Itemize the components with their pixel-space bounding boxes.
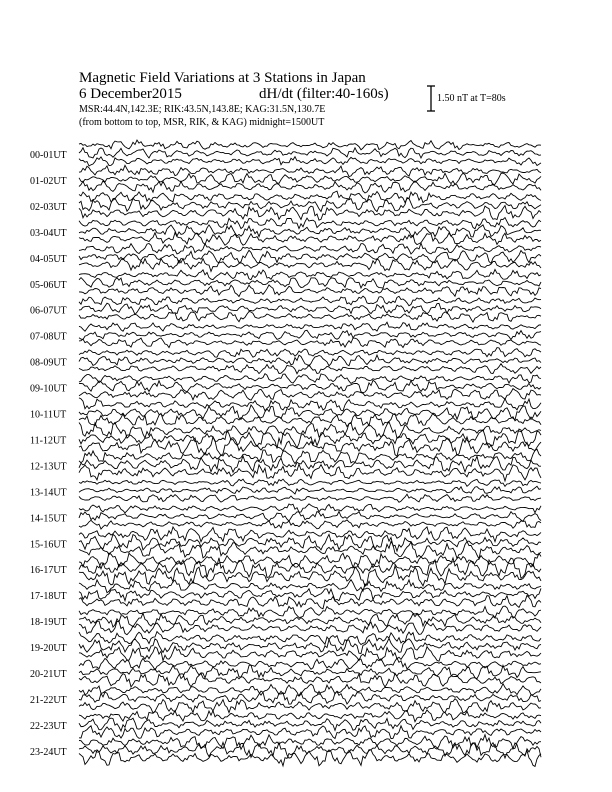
row-label: 08-09UT	[30, 357, 67, 369]
row-label: 11-12UT	[30, 435, 67, 447]
row-label: 02-03UT	[30, 201, 67, 213]
row-label: 09-10UT	[30, 383, 67, 395]
trace-rik	[79, 429, 541, 449]
hour-row	[30, 322, 541, 347]
row-label: 04-05UT	[30, 253, 67, 265]
hour-row	[30, 449, 541, 481]
trace-msr	[79, 646, 541, 661]
trace-kag	[79, 658, 541, 670]
row-label: 18-19UT	[30, 617, 67, 629]
hour-row	[30, 243, 541, 271]
row-label: 20-21UT	[30, 669, 67, 680]
trace-msr	[79, 595, 541, 608]
hour-row	[30, 580, 541, 609]
row-label: 16-17UT	[30, 565, 67, 577]
trace-rik	[79, 278, 541, 289]
trace-msr	[79, 699, 541, 713]
trace-rik	[79, 718, 541, 731]
row-label: 03-04UT	[30, 227, 67, 239]
trace-kag	[79, 735, 541, 750]
hour-row	[30, 527, 541, 559]
trace-msr	[79, 206, 541, 221]
row-label: 17-18UT	[30, 591, 67, 603]
trace-kag	[79, 243, 541, 254]
scale-bar-label: 1.50 nT at T=80s	[437, 93, 506, 104]
hour-row	[30, 504, 541, 529]
row-label: 13-14UT	[30, 487, 67, 499]
hour-row	[30, 658, 541, 687]
trace-kag	[79, 165, 541, 176]
hour-row	[30, 479, 541, 502]
trace-rik	[79, 250, 541, 263]
trace-kag	[79, 398, 541, 411]
trace-rik	[79, 330, 541, 339]
chart-date: 6 December2015	[79, 86, 182, 102]
trace-rik	[79, 380, 541, 392]
row-label: 15-16UT	[30, 539, 67, 551]
trace-msr	[79, 494, 541, 502]
trace-rik	[79, 613, 541, 627]
trace-rik	[79, 225, 541, 237]
hour-row	[30, 165, 541, 193]
chart-title: Magnetic Field Variations at 3 Stations in Japan	[79, 70, 366, 86]
trace-rik	[79, 148, 541, 158]
row-label: 00-01UT	[30, 150, 67, 161]
hour-row	[30, 710, 541, 739]
hour-row	[30, 218, 541, 246]
trace-rik	[79, 534, 541, 551]
station-coordinates: MSR:44.4N,142.3E; RIK:43.5N,143.8E; KAG:31.5N,130.7E	[79, 104, 326, 115]
trace-rik	[79, 638, 541, 653]
trace-msr	[79, 285, 541, 297]
trace-kag	[79, 218, 541, 229]
row-label: 05-06UT	[30, 279, 67, 291]
hour-row	[30, 398, 541, 427]
trace-kag	[79, 504, 541, 513]
trace-kag	[79, 479, 541, 486]
trace-rik	[79, 303, 541, 314]
trace-kag	[79, 632, 541, 645]
hour-row	[30, 374, 541, 401]
trace-kag	[79, 684, 541, 697]
trace-kag	[79, 322, 541, 331]
trace-rik	[79, 486, 541, 494]
row-label: 22-23UT	[30, 720, 67, 732]
trace-msr	[79, 726, 541, 739]
trace-msr	[79, 181, 541, 193]
hour-rows	[30, 140, 541, 766]
trace-kag	[79, 374, 541, 384]
hour-row	[30, 684, 541, 713]
row-label: 01-02UT	[30, 175, 67, 187]
hour-row	[30, 296, 541, 322]
hour-row	[30, 735, 541, 767]
trace-msr	[79, 542, 541, 559]
hour-row	[30, 140, 541, 166]
row-label: 19-20UT	[30, 643, 67, 655]
trace-rik	[79, 691, 541, 704]
scale-bar	[427, 86, 435, 111]
trace-rik	[79, 173, 541, 185]
trace-kag	[79, 140, 541, 150]
trace-rik	[79, 355, 541, 366]
trace-kag	[79, 296, 541, 306]
row-label: 06-07UT	[30, 305, 67, 317]
trace-msr	[79, 338, 541, 348]
hour-row	[30, 348, 541, 374]
trace-rik	[79, 512, 541, 522]
trace-msr	[79, 157, 541, 166]
trace-kag	[79, 606, 541, 618]
trace-msr	[79, 520, 541, 529]
row-label: 23-24UT	[30, 746, 67, 758]
station-order-note: (from bottom to top, MSR, RIK, & KAG) midnight=1500UT	[79, 117, 325, 128]
trace-kag	[79, 348, 541, 358]
chart-quantity: dH/dt (filter:40-160s)	[259, 86, 389, 102]
row-label: 07-08UT	[30, 331, 67, 343]
trace-msr	[79, 312, 541, 323]
row-label: 10-11UT	[30, 409, 67, 421]
hour-row	[30, 606, 541, 635]
trace-kag	[79, 191, 541, 203]
trace-msr	[79, 750, 541, 767]
trace-kag	[79, 269, 541, 279]
row-label: 14-15UT	[30, 513, 67, 525]
row-label: 12-13UT	[30, 461, 67, 473]
trace-kag	[79, 449, 541, 464]
hour-row	[30, 191, 541, 220]
hour-row	[30, 269, 541, 296]
hour-row	[30, 632, 541, 662]
trace-msr	[79, 258, 541, 271]
hour-row	[30, 553, 541, 586]
row-label: 21-22UT	[30, 694, 67, 706]
